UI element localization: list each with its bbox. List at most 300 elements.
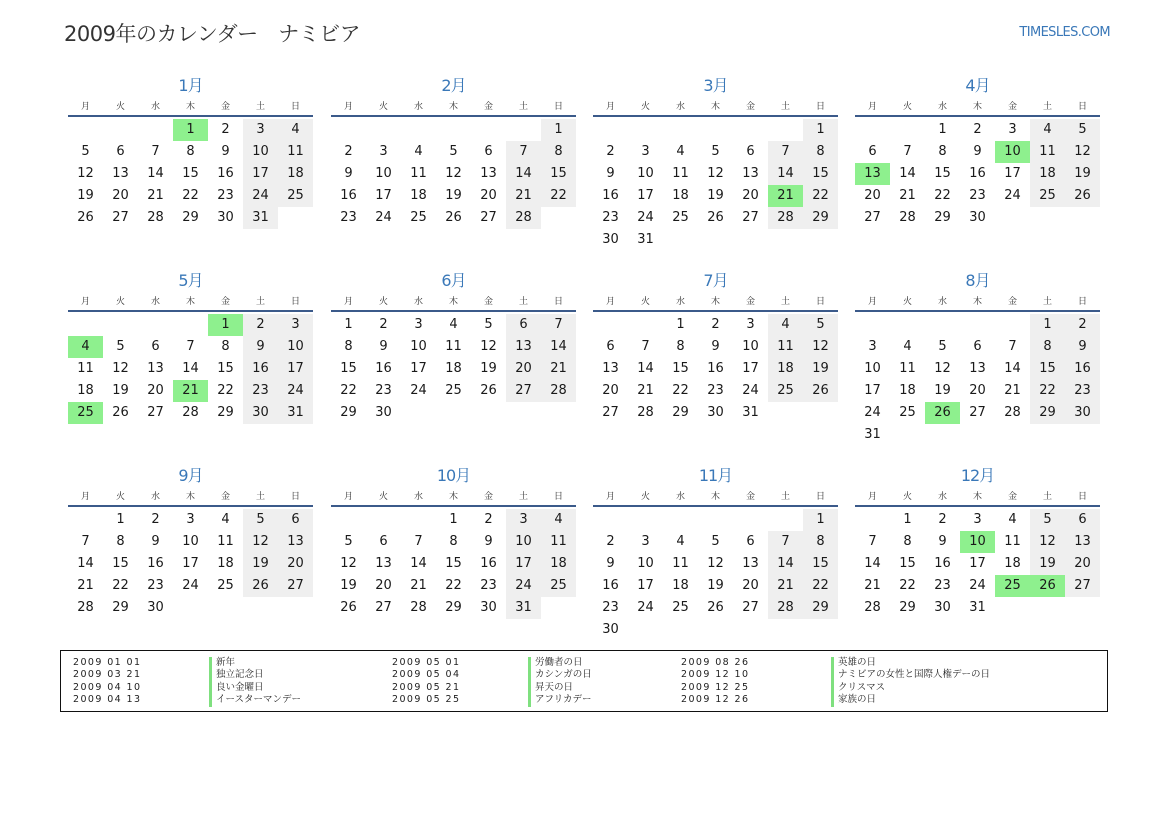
day-cell: 19	[445, 188, 462, 203]
day-cell: 20	[480, 188, 497, 203]
day-cell: 2	[484, 512, 493, 527]
day-cell: 30	[217, 210, 234, 225]
holiday-name: 英雄の日	[831, 657, 990, 669]
day-cell: 29	[672, 405, 689, 420]
day-cell: 15	[934, 166, 951, 181]
day-cell: 29	[112, 600, 129, 615]
holiday-dates-col-3	[681, 657, 749, 707]
day-cell: 11	[672, 556, 689, 571]
day-cell: 19	[112, 383, 129, 398]
day-cell: 12	[803, 336, 838, 358]
day-cell: 20	[278, 553, 313, 575]
weekday-header	[331, 489, 576, 507]
day-cell: 10	[637, 166, 654, 181]
day-cell: 7	[768, 141, 803, 163]
day-cell: 17	[969, 556, 986, 571]
day-cell: 18	[77, 383, 94, 398]
day-cell: 5	[243, 509, 278, 531]
day-cell: 12	[243, 531, 278, 553]
day-cell: 2	[243, 314, 278, 336]
day-cell: 17	[410, 361, 427, 376]
day-cell: 13	[375, 556, 392, 571]
day-grid	[855, 314, 1100, 446]
empty-cell	[925, 314, 960, 336]
day-cell: 19	[803, 358, 838, 380]
day-cell: 1	[903, 512, 912, 527]
day-cell: 26	[445, 210, 462, 225]
day-cell: 28	[899, 210, 916, 225]
day-cell: 8	[344, 339, 353, 354]
day-cell: 26	[77, 210, 94, 225]
day-cell: 10	[243, 141, 278, 163]
day-cell: 6	[151, 339, 160, 354]
holiday-name: 昇天の日	[528, 682, 592, 694]
empty-cell	[68, 509, 103, 531]
empty-cell	[628, 119, 663, 141]
empty-cell	[733, 119, 768, 141]
weekday-header	[593, 489, 838, 507]
day-cell: 15	[217, 361, 234, 376]
brand-logo[interactable]: TIMESLES.COM	[1019, 25, 1110, 40]
weekday-label: 日	[553, 102, 563, 112]
day-grid	[593, 119, 838, 251]
day-cell: 27	[506, 380, 541, 402]
day-cell: 16	[340, 188, 357, 203]
holiday-day-cell: 10	[960, 531, 995, 553]
day-cell: 16	[1065, 358, 1100, 380]
day-cell: 22	[934, 188, 951, 203]
weekday-label: 火	[115, 492, 125, 502]
day-cell: 30	[147, 600, 164, 615]
weekday-label: 月	[867, 297, 877, 307]
day-grid	[331, 509, 576, 619]
day-cell: 5	[484, 317, 493, 332]
day-cell: 1	[541, 119, 576, 141]
day-cell: 15	[803, 163, 838, 185]
day-cell: 17	[182, 556, 199, 571]
day-cell: 23	[707, 383, 724, 398]
day-cell: 24	[410, 383, 427, 398]
weekday-header	[68, 294, 313, 312]
month-title: 2月	[441, 76, 466, 95]
empty-cell	[733, 509, 768, 531]
weekday-label: 金	[220, 297, 230, 307]
day-cell: 6	[116, 144, 125, 159]
day-cell: 18	[278, 163, 313, 185]
day-cell: 23	[969, 188, 986, 203]
day-cell: 21	[506, 185, 541, 207]
day-cell: 17	[637, 578, 654, 593]
weekday-label: 土	[780, 492, 790, 502]
day-cell: 16	[969, 166, 986, 181]
month-title: 10月	[436, 466, 471, 485]
day-cell: 11	[278, 141, 313, 163]
day-cell: 24	[182, 578, 199, 593]
day-grid	[855, 119, 1100, 229]
day-cell: 24	[637, 600, 654, 615]
day-cell: 12	[1030, 531, 1065, 553]
day-cell: 13	[742, 556, 759, 571]
day-cell: 26	[340, 600, 357, 615]
day-cell: 14	[637, 361, 654, 376]
weekday-label: 木	[185, 102, 195, 112]
day-cell: 5	[938, 339, 947, 354]
day-cell: 8	[938, 144, 947, 159]
day-cell: 27	[480, 210, 497, 225]
day-cell: 4	[676, 144, 685, 159]
weekday-label: 土	[518, 297, 528, 307]
holiday-day-cell: 1	[173, 119, 208, 141]
weekday-label: 金	[483, 102, 493, 112]
day-cell: 22	[672, 383, 689, 398]
weekday-label: 水	[413, 102, 423, 112]
day-cell: 27	[112, 210, 129, 225]
day-cell: 21	[768, 575, 803, 597]
day-cell: 16	[602, 578, 619, 593]
day-cell: 4	[903, 339, 912, 354]
month-9	[68, 464, 313, 619]
day-cell: 9	[344, 166, 353, 181]
holiday-date: 2009 05 21	[392, 681, 461, 693]
day-cell: 9	[243, 336, 278, 358]
weekday-label: 月	[605, 102, 615, 112]
day-cell: 9	[938, 534, 947, 549]
day-cell: 25	[899, 405, 916, 420]
day-cell: 25	[445, 383, 462, 398]
day-cell: 21	[899, 188, 916, 203]
month-title: 12月	[960, 466, 995, 485]
day-cell: 9	[711, 339, 720, 354]
day-cell: 4	[768, 314, 803, 336]
holiday-name: 新年	[209, 657, 301, 669]
weekday-header	[593, 294, 838, 312]
day-cell: 15	[112, 556, 129, 571]
day-cell: 8	[903, 534, 912, 549]
day-cell: 12	[340, 556, 357, 571]
weekday-label: 土	[255, 492, 265, 502]
day-cell: 14	[147, 166, 164, 181]
empty-cell	[593, 119, 628, 141]
day-cell: 6	[973, 339, 982, 354]
day-cell: 25	[672, 210, 689, 225]
day-cell: 7	[1008, 339, 1017, 354]
day-cell: 23	[480, 578, 497, 593]
day-cell: 18	[445, 361, 462, 376]
empty-cell	[768, 119, 803, 141]
weekday-label: 土	[255, 297, 265, 307]
day-cell: 4	[676, 534, 685, 549]
empty-cell	[103, 314, 138, 336]
day-cell: 5	[344, 534, 353, 549]
holiday-name: イースターマンデー	[209, 694, 301, 706]
day-cell: 8	[186, 144, 195, 159]
month-title: 8月	[965, 271, 990, 290]
day-cell: 23	[217, 188, 234, 203]
day-cell: 7	[506, 141, 541, 163]
day-cell: 16	[480, 556, 497, 571]
day-cell: 11	[217, 534, 234, 549]
day-cell: 16	[147, 556, 164, 571]
weekday-header	[855, 294, 1100, 312]
holiday-name: カシンガの日	[528, 669, 592, 681]
day-cell: 7	[81, 534, 90, 549]
holiday-dates-col-1	[73, 657, 141, 707]
weekday-label: 火	[640, 102, 650, 112]
holiday-date: 2009 05 04	[392, 669, 461, 681]
day-cell: 17	[506, 553, 541, 575]
holiday-names-col-1	[209, 657, 301, 707]
day-cell: 31	[969, 600, 986, 615]
day-cell: 3	[641, 144, 650, 159]
weekday-label: 日	[553, 297, 563, 307]
day-cell: 2	[711, 317, 720, 332]
day-cell: 16	[934, 556, 951, 571]
empty-cell	[628, 509, 663, 531]
day-cell: 29	[934, 210, 951, 225]
day-cell: 20	[602, 383, 619, 398]
day-cell: 2	[973, 122, 982, 137]
day-cell: 27	[864, 210, 881, 225]
day-cell: 3	[414, 317, 423, 332]
day-cell: 3	[186, 512, 195, 527]
holiday-names-col-3	[831, 657, 990, 707]
day-cell: 29	[1030, 402, 1065, 424]
weekday-label: 木	[185, 492, 195, 502]
day-cell: 1	[116, 512, 125, 527]
weekday-label: 金	[745, 492, 755, 502]
day-cell: 10	[182, 534, 199, 549]
day-cell: 6	[606, 339, 615, 354]
day-cell: 25	[541, 575, 576, 597]
day-cell: 23	[602, 600, 619, 615]
day-cell: 20	[1065, 553, 1100, 575]
holiday-name: ナミビアの女性と国際人権デーの日	[831, 669, 990, 681]
day-grid	[855, 509, 1100, 619]
day-cell: 9	[606, 166, 615, 181]
holiday-date: 2009 05 01	[392, 657, 461, 668]
day-grid	[593, 509, 838, 641]
day-cell: 30	[243, 402, 278, 424]
weekday-label: 金	[745, 297, 755, 307]
day-cell: 27	[742, 210, 759, 225]
day-cell: 11	[541, 531, 576, 553]
empty-cell	[890, 314, 925, 336]
day-cell: 24	[969, 578, 986, 593]
weekday-label: 木	[972, 102, 982, 112]
empty-cell	[890, 119, 925, 141]
day-cell: 19	[1030, 553, 1065, 575]
day-cell: 11	[672, 166, 689, 181]
day-cell: 6	[868, 144, 877, 159]
day-cell: 7	[641, 339, 650, 354]
day-cell: 28	[147, 210, 164, 225]
day-cell: 4	[414, 144, 423, 159]
day-cell: 19	[707, 578, 724, 593]
day-cell: 27	[969, 405, 986, 420]
day-cell: 4	[449, 317, 458, 332]
day-cell: 22	[899, 578, 916, 593]
day-cell: 14	[77, 556, 94, 571]
day-cell: 5	[1030, 509, 1065, 531]
day-cell: 2	[1065, 314, 1100, 336]
holiday-name: 労働者の日	[528, 657, 592, 669]
holiday-day-cell: 25	[995, 575, 1030, 597]
day-grid	[68, 119, 313, 229]
weekday-label: 水	[675, 492, 685, 502]
day-cell: 12	[77, 166, 94, 181]
holiday-date: 2009 12 26	[681, 694, 750, 706]
month-3	[593, 74, 838, 251]
weekday-label: 金	[1007, 297, 1017, 307]
day-cell: 11	[410, 166, 427, 181]
empty-cell	[960, 314, 995, 336]
day-cell: 5	[711, 534, 720, 549]
day-cell: 31	[506, 597, 541, 619]
page-title: 2009年のカレンダー ナミビア	[64, 22, 361, 46]
day-cell: 10	[410, 339, 427, 354]
holiday-day-cell: 10	[995, 141, 1030, 163]
day-cell: 12	[707, 556, 724, 571]
weekday-label: 月	[867, 492, 877, 502]
holiday-day-cell: 4	[68, 336, 103, 358]
day-cell: 10	[278, 336, 313, 358]
day-cell: 4	[1008, 512, 1017, 527]
day-cell: 17	[742, 361, 759, 376]
day-cell: 2	[379, 317, 388, 332]
month-title: 7月	[703, 271, 728, 290]
day-cell: 14	[899, 166, 916, 181]
day-cell: 29	[217, 405, 234, 420]
day-cell: 20	[742, 578, 759, 593]
day-cell: 9	[151, 534, 160, 549]
weekday-label: 土	[518, 492, 528, 502]
weekday-label: 日	[290, 297, 300, 307]
weekday-label: 火	[378, 297, 388, 307]
empty-cell	[436, 119, 471, 141]
weekday-label: 土	[1042, 102, 1052, 112]
day-cell: 26	[707, 210, 724, 225]
holiday-date: 2009 03 21	[73, 669, 142, 681]
day-cell: 27	[147, 405, 164, 420]
weekday-label: 火	[640, 492, 650, 502]
day-cell: 5	[449, 144, 458, 159]
weekday-label: 火	[902, 297, 912, 307]
day-cell: 31	[864, 427, 881, 442]
weekday-label: 木	[710, 297, 720, 307]
day-cell: 28	[182, 405, 199, 420]
holiday-day-cell: 21	[768, 185, 803, 207]
empty-cell	[698, 509, 733, 531]
day-cell: 12	[480, 339, 497, 354]
day-cell: 20	[112, 188, 129, 203]
empty-cell	[331, 509, 366, 531]
day-cell: 26	[243, 575, 278, 597]
day-cell: 22	[445, 578, 462, 593]
day-cell: 11	[899, 361, 916, 376]
empty-cell	[768, 509, 803, 531]
day-cell: 24	[1004, 188, 1021, 203]
empty-cell	[506, 119, 541, 141]
day-cell: 28	[864, 600, 881, 615]
day-cell: 8	[541, 141, 576, 163]
month-title: 6月	[441, 271, 466, 290]
day-cell: 6	[484, 144, 493, 159]
month-title: 1月	[178, 76, 203, 95]
weekday-label: 土	[255, 102, 265, 112]
day-cell: 14	[541, 336, 576, 358]
day-cell: 15	[899, 556, 916, 571]
day-cell: 16	[243, 358, 278, 380]
day-cell: 30	[934, 600, 951, 615]
day-cell: 12	[934, 361, 951, 376]
month-8	[855, 269, 1100, 446]
weekday-label: 日	[1077, 492, 1087, 502]
day-cell: 21	[1004, 383, 1021, 398]
day-cell: 27	[742, 600, 759, 615]
day-cell: 19	[934, 383, 951, 398]
month-10	[331, 464, 576, 619]
empty-cell	[855, 119, 890, 141]
day-cell: 18	[1030, 163, 1065, 185]
day-cell: 3	[868, 339, 877, 354]
day-cell: 14	[768, 553, 803, 575]
day-cell: 19	[707, 188, 724, 203]
weekday-label: 水	[413, 492, 423, 502]
day-cell: 28	[410, 600, 427, 615]
day-cell: 15	[445, 556, 462, 571]
holiday-day-cell: 25	[68, 402, 103, 424]
holiday-day-cell: 1	[208, 314, 243, 336]
day-cell: 15	[803, 553, 838, 575]
day-cell: 29	[803, 597, 838, 619]
empty-cell	[68, 119, 103, 141]
day-cell: 13	[506, 336, 541, 358]
day-cell: 29	[803, 207, 838, 229]
day-cell: 25	[1030, 185, 1065, 207]
day-cell: 20	[864, 188, 881, 203]
day-cell: 9	[484, 534, 493, 549]
day-cell: 24	[506, 575, 541, 597]
weekday-label: 金	[745, 102, 755, 112]
day-cell: 28	[768, 597, 803, 619]
weekday-label: 水	[675, 297, 685, 307]
weekday-label: 水	[150, 492, 160, 502]
month-7	[593, 269, 838, 424]
weekday-label: 月	[80, 492, 90, 502]
day-cell: 29	[899, 600, 916, 615]
day-cell: 22	[541, 185, 576, 207]
weekday-label: 火	[115, 102, 125, 112]
day-cell: 28	[541, 380, 576, 402]
empty-cell	[663, 119, 698, 141]
holiday-names-col-2	[528, 657, 592, 707]
day-cell: 20	[375, 578, 392, 593]
day-cell: 26	[707, 600, 724, 615]
weekday-label: 月	[605, 492, 615, 502]
day-cell: 18	[217, 556, 234, 571]
holiday-date: 2009 01 01	[73, 657, 142, 668]
day-cell: 19	[77, 188, 94, 203]
weekday-label: 水	[675, 102, 685, 112]
empty-cell	[68, 314, 103, 336]
day-cell: 2	[606, 534, 615, 549]
day-cell: 24	[742, 383, 759, 398]
weekday-label: 月	[343, 102, 353, 112]
holiday-name: クリスマス	[831, 682, 990, 694]
empty-cell	[855, 509, 890, 531]
day-cell: 3	[641, 534, 650, 549]
day-cell: 11	[768, 336, 803, 358]
